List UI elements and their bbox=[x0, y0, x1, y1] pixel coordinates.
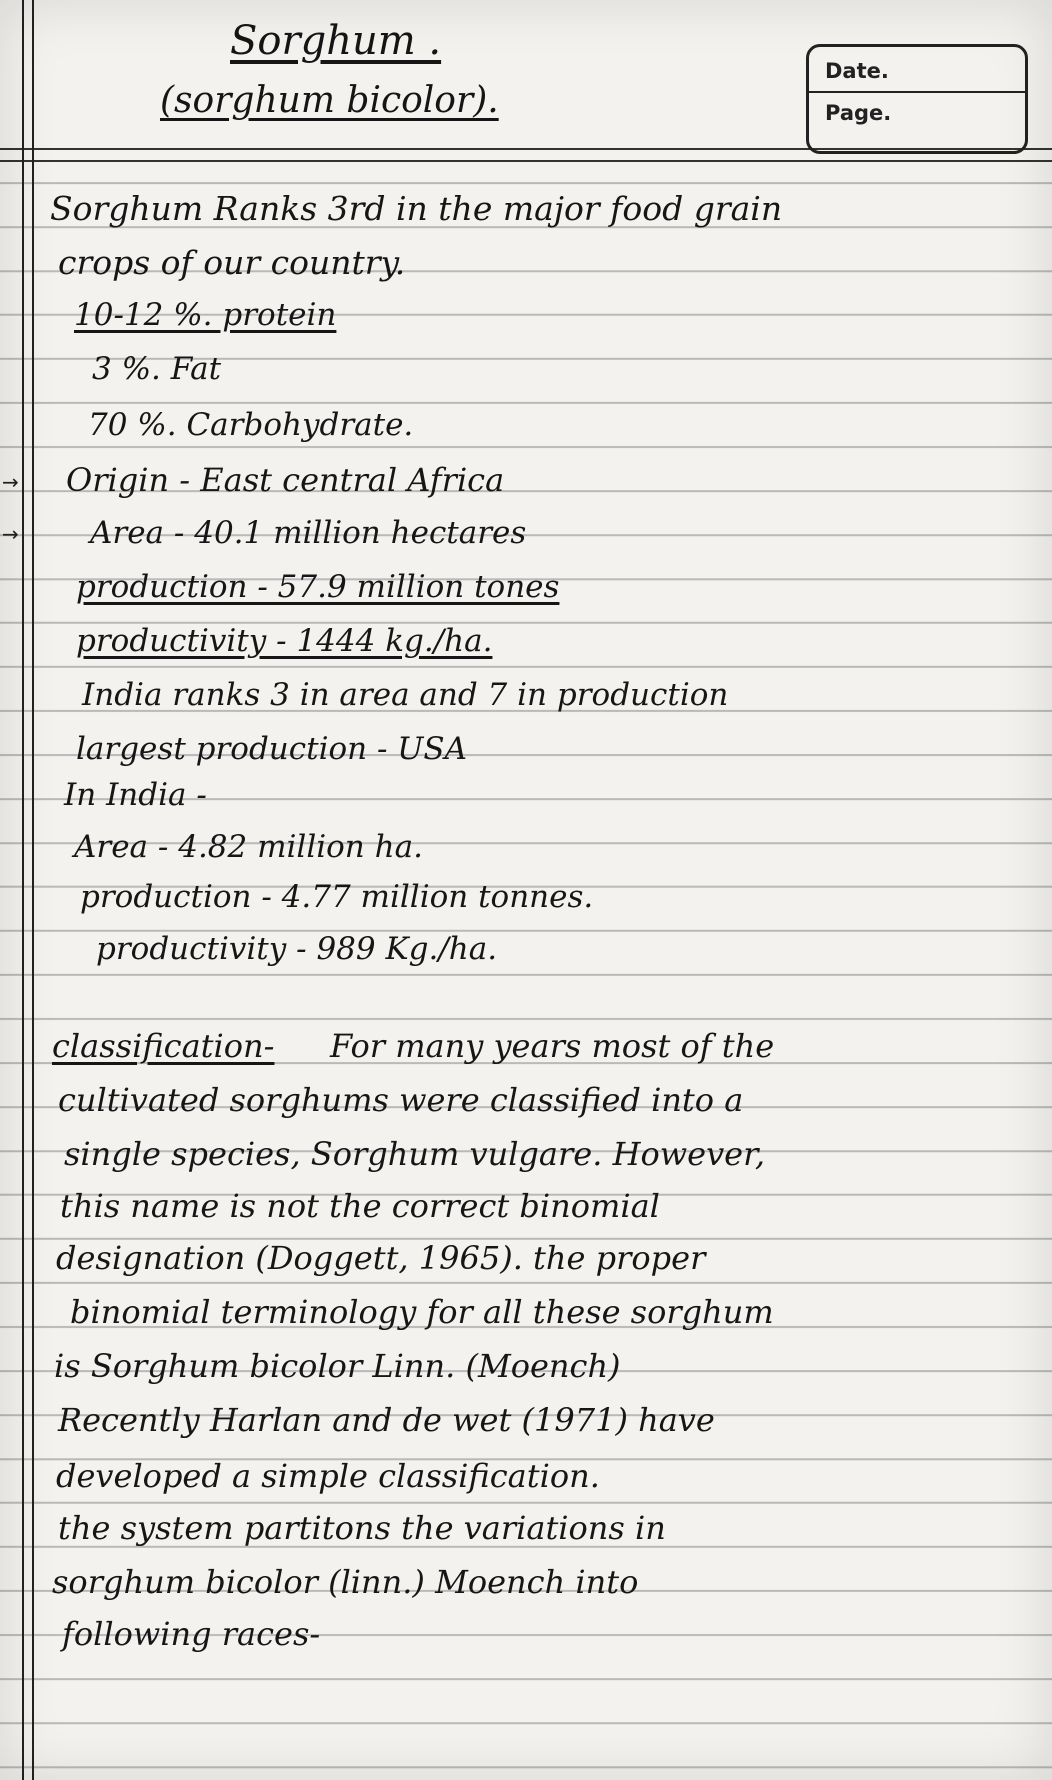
page-title: Sorghum . bbox=[230, 18, 442, 64]
note-line: production - 4.77 million tonnes. bbox=[80, 879, 594, 915]
classification-line: Recently Harlan and de wet (1971) have bbox=[58, 1401, 715, 1439]
arrow-icon: → bbox=[2, 470, 19, 494]
note-line: largest production - USA bbox=[76, 731, 468, 767]
note-line: Origin - East central Africa bbox=[66, 461, 505, 499]
classification-line: designation (Doggett, 1965). the proper bbox=[56, 1239, 706, 1277]
note-line: 70 %. Carbohydrate. bbox=[88, 407, 414, 443]
date-box-divider bbox=[809, 91, 1025, 93]
note-line: crops of our country. bbox=[58, 243, 406, 282]
classification-line: single species, Sorghum vulgare. However, bbox=[64, 1135, 766, 1173]
note-line: productivity - 1444 kg./ha. bbox=[76, 623, 493, 659]
note-line: Area - 4.82 million ha. bbox=[74, 829, 423, 865]
classification-line: cultivated sorghums were classified into a bbox=[58, 1081, 744, 1119]
date-label: Date. bbox=[825, 59, 889, 83]
note-line: India ranks 3 in area and 7 in production bbox=[82, 677, 729, 713]
classification-line: the system partitons the variations in bbox=[58, 1509, 666, 1547]
page-subtitle: (sorghum bicolor). bbox=[160, 80, 499, 121]
header-rule bbox=[0, 160, 1052, 162]
margin-line bbox=[32, 0, 34, 1780]
classification-line: is Sorghum bicolor Linn. (Moench) bbox=[54, 1347, 621, 1385]
classification-line: For many years most of the bbox=[330, 1027, 775, 1065]
classification-line: sorghum bicolor (linn.) Moench into bbox=[52, 1563, 639, 1601]
classification-line: this name is not the correct binomial bbox=[60, 1187, 660, 1225]
arrow-icon: → bbox=[2, 522, 19, 546]
note-line: productivity - 989 Kg./ha. bbox=[96, 931, 498, 967]
note-line: In India - bbox=[64, 777, 207, 813]
classification-line: binomial terminology for all these sorghum bbox=[70, 1293, 774, 1331]
page-number-label: Page. bbox=[825, 101, 892, 125]
note-line: Sorghum Ranks 3rd in the major food grain bbox=[50, 189, 783, 228]
date-page-box bbox=[806, 44, 1028, 154]
classification-line: developed a simple classification. bbox=[56, 1457, 600, 1495]
classification-line: following races- bbox=[62, 1615, 321, 1653]
note-line: 3 %. Fat bbox=[92, 351, 222, 387]
classification-heading: classification- bbox=[52, 1027, 275, 1065]
note-line: production - 57.9 million tones bbox=[76, 569, 560, 605]
margin-line bbox=[22, 0, 24, 1780]
note-line: Area - 40.1 million hectares bbox=[90, 515, 527, 551]
note-line: 10-12 %. protein bbox=[74, 297, 337, 333]
